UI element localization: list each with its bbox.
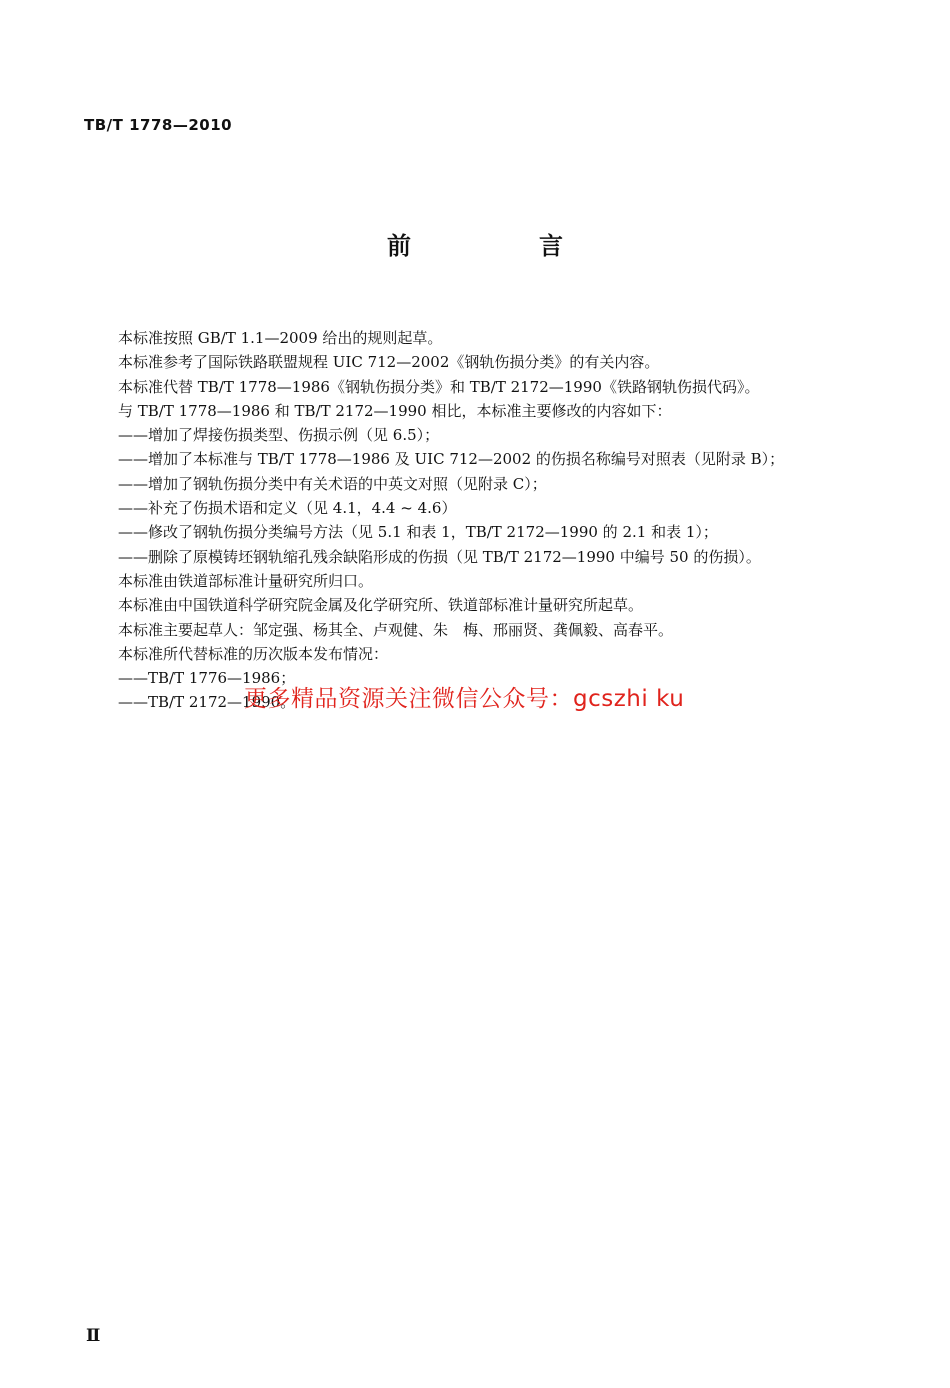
list-item: ——增加了焊接伤损类型、伤损示例（见 6.5）； bbox=[118, 426, 440, 445]
watermark-text: 更多精品资源关注微信公众号：gcszhi ku bbox=[244, 686, 685, 712]
text-line: 本标准由铁道部标准计量研究所归口。 bbox=[118, 571, 374, 590]
text-line: 与 TB/T 1778—1986 和 TB/T 2172—1990 相比，本标准主要修改的内容如下： bbox=[118, 401, 672, 420]
text-line: 本标准参考了国际铁路联盟规程 UIC 712—2002《钢轨伤损分类》的有关内容。 bbox=[118, 353, 660, 372]
text-line: 本标准按照 GB/T 1.1—2009 给出的规则起草。 bbox=[118, 329, 443, 347]
text-line: 本标准主要起草人：邹定强、杨其全、卢观健、朱 梅、邢丽贤、龚佩毅、高春平。 bbox=[118, 620, 674, 639]
list-item: ——删除了原模铸坯钢轨缩孔残余缺陷形成的伤损（见 TB/T 2172—1990 中编号 50 的伤损）。 bbox=[118, 547, 761, 566]
list-item: ——TB/T 1776—1986； bbox=[118, 669, 296, 688]
list-item: ——TB/T 2172—1990。 bbox=[118, 693, 296, 712]
list-item: ——修改了钢轨伤损分类编号方法（见 5.1 和表 1，TB/T 2172—1990 的 2.1 和表 1）； bbox=[118, 523, 718, 542]
foreword-body bbox=[118, 326, 918, 715]
list-item: ——增加了钢轨伤损分类中有关术语的中英文对照（见附录 C）； bbox=[118, 474, 547, 493]
standard-code: TB/T 1778—2010 bbox=[84, 116, 233, 134]
list-item: ——补充了伤损术语和定义（见 4.1，4.4 ~ 4.6） bbox=[118, 499, 457, 518]
text-line: 本标准所代替标准的历次版本发布情况： bbox=[118, 644, 389, 663]
text-line: 本标准由中国铁道科学研究院金属及化学研究所、铁道部标准计量研究所起草。 bbox=[118, 596, 644, 615]
page-number: Ⅱ bbox=[86, 1326, 101, 1346]
text-line: 本标准代替 TB/T 1778—1986《钢轨伤损分类》和 TB/T 2172—1990《铁路钢轨伤损代码》。 bbox=[118, 377, 760, 396]
list-item: ——增加了本标准与 TB/T 1778—1986 及 UIC 712—2002 的伤损名称编号对照表（见附录 B）； bbox=[118, 450, 785, 469]
page-title: 前 言 bbox=[387, 232, 615, 260]
